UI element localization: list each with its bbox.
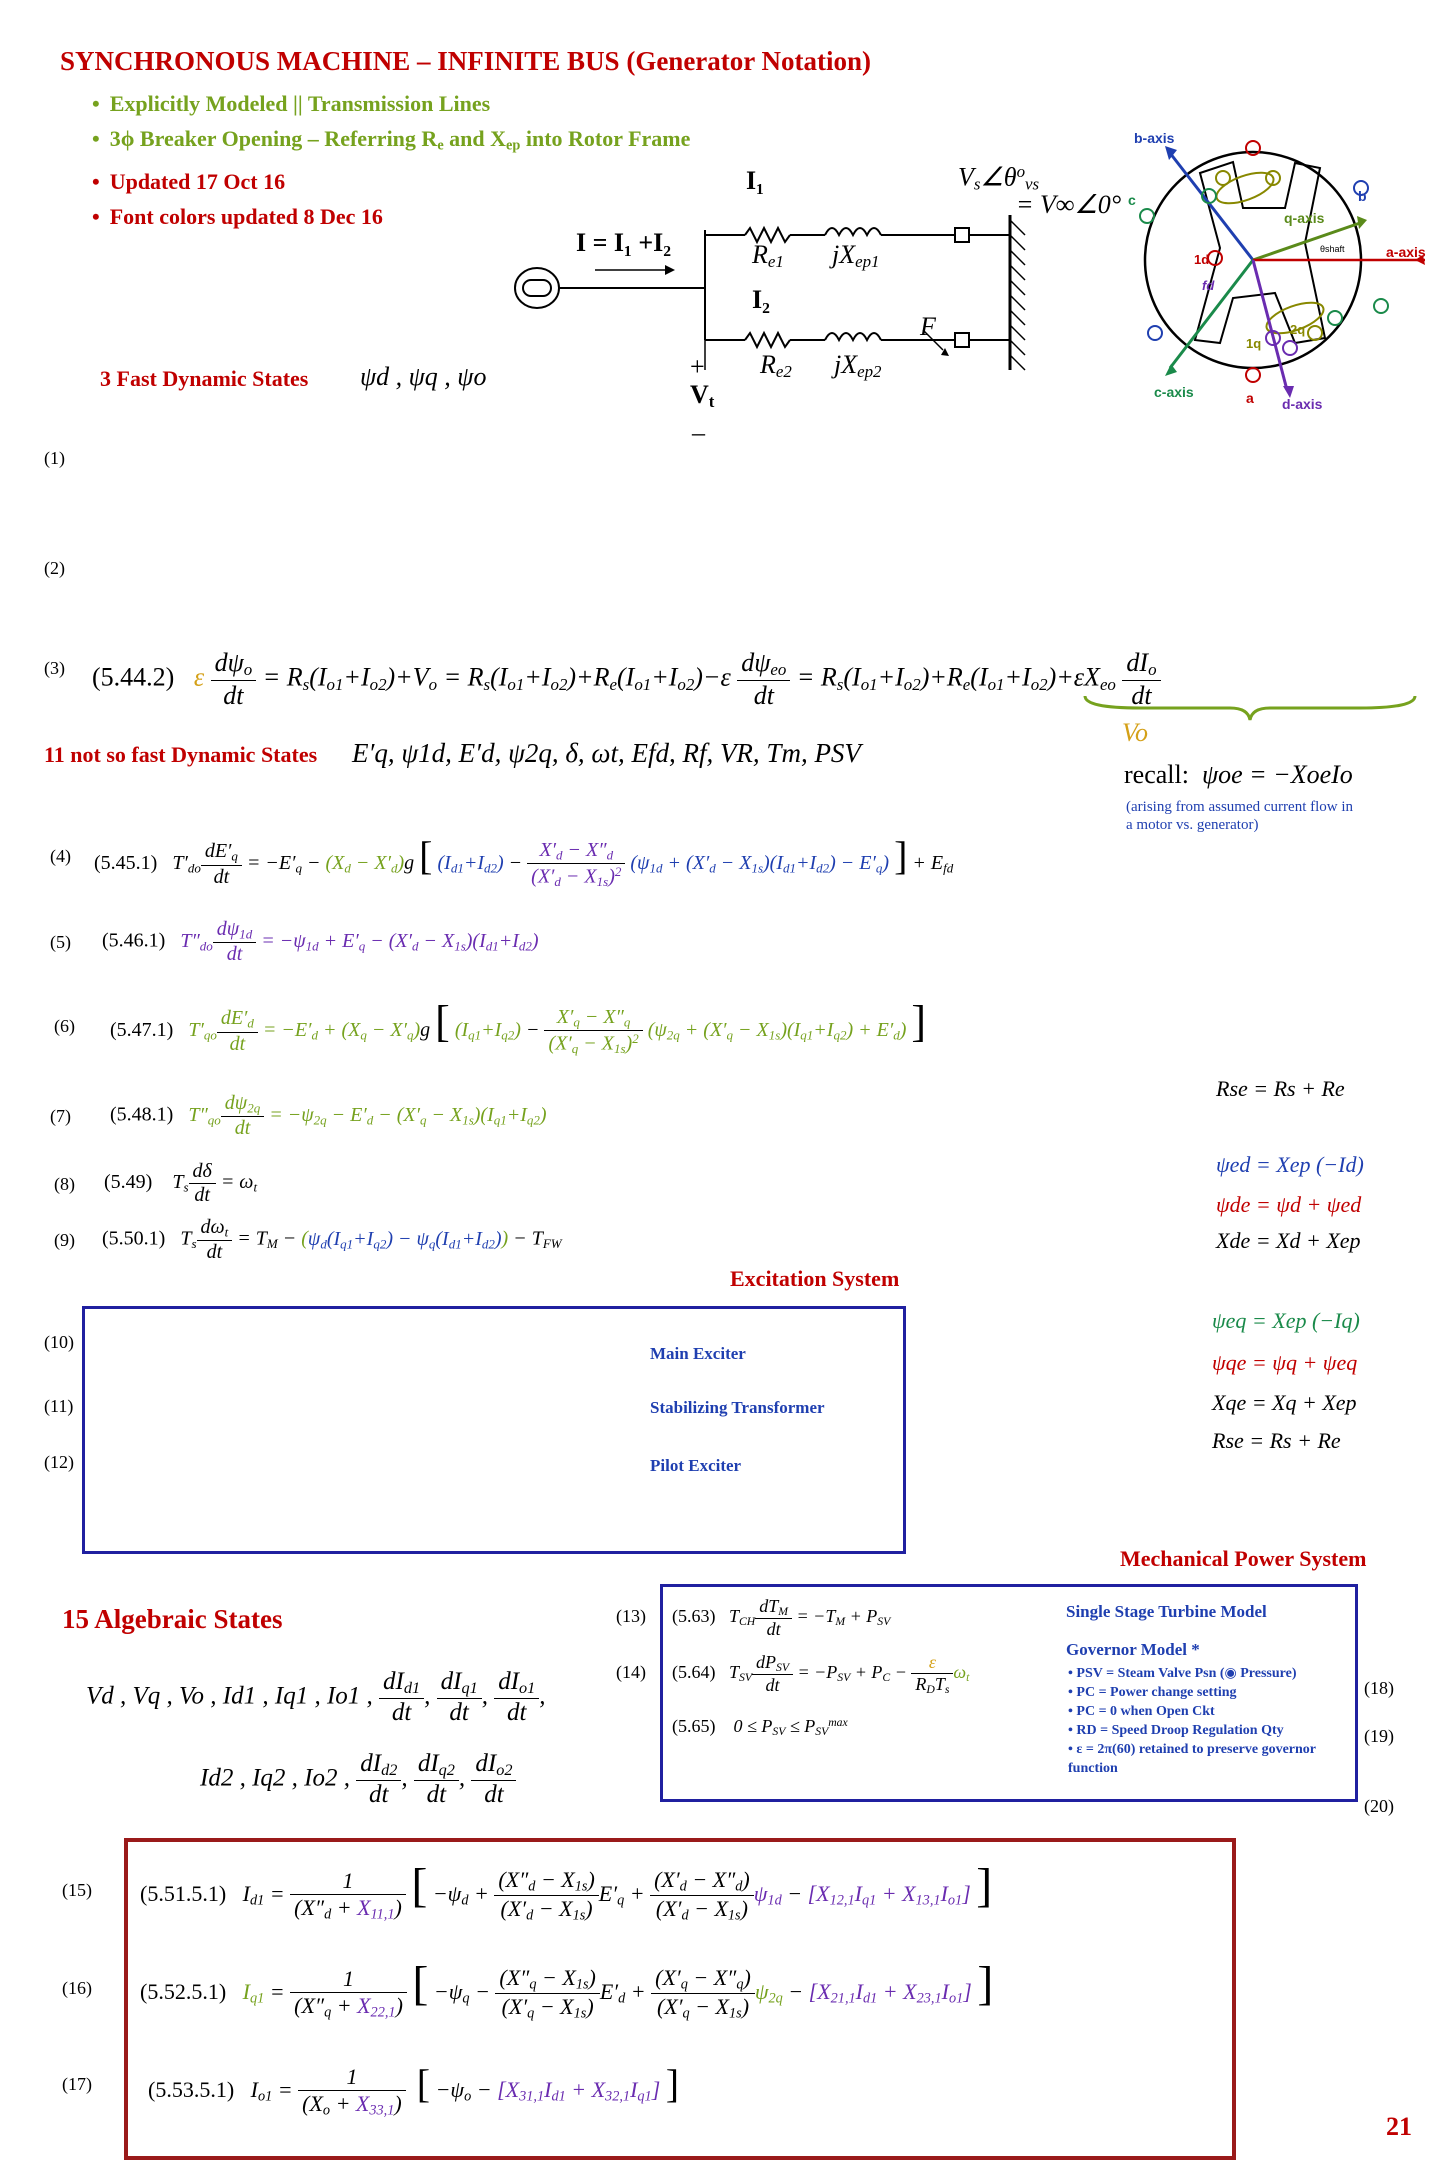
eq-number: (8) — [54, 1174, 75, 1194]
equation-17: (5.53.5.1) $I_{o1}$ = $\frac{1}{(X_o + X_{33,1})}$ [ $-\psi_o - [X_{31,1}I_{d1} + X_{32,1}I_{q1}]$ ] — [148, 2061, 680, 2119]
recall-note: (arising from assumed current flow in a motor vs. generator) — [1126, 799, 1354, 833]
eq-number: (4) — [50, 846, 71, 866]
equation-8: (5.49) $T_s$ $\frac{d\delta}{dt}$ = $\omega_t$ — [104, 1160, 258, 1206]
jxep1-label: $jX_{ep1}$ — [832, 240, 880, 272]
eq-number: (18) — [1364, 1678, 1394, 1698]
d-axis-label: d-axis — [1282, 396, 1323, 412]
governor-list — [1068, 1664, 1348, 1778]
jxep2-label: $jX_{ep2}$ — [834, 350, 882, 382]
eq-number: (13) — [616, 1606, 646, 1626]
turbine-label: Single Stage Turbine Model — [1066, 1602, 1267, 1621]
q-axis-label: q-axis — [1284, 210, 1325, 226]
a-axis-label: a-axis — [1386, 244, 1426, 260]
algebraic-states-line-2: Id2 , Iq2 , Io2 , $\frac{dI_{d2}}{dt}$ , $\frac{dI_{q2}}{dt}$ , $\frac{dI_{o2}}{dt}$ — [200, 1750, 516, 1809]
plus-sign: + — [690, 352, 705, 381]
page-title: SYNCHRONOUS MACHINE – INFINITE BUS (Generator Notation) — [60, 46, 872, 76]
fault-label: F — [920, 312, 936, 341]
equation-15-limit: (5.65) $0 \le P_{SV} \le P_{SV}^{max}$ — [672, 1716, 848, 1738]
mechanical-heading: Mechanical Power System — [1120, 1546, 1367, 1571]
bullet-item: • Explicitly Modeled || Transmission Lines — [92, 86, 690, 121]
equation-13: (5.63) $T_{CH}$ $\frac{dT_M}{dt}$ = $-T_M + P_{SV}$ — [672, 1596, 891, 1639]
eq-number: (2) — [44, 558, 65, 578]
equation-3: (5.44.2) ε $\frac{d\psi_o}{dt}$ = $R_s(I_{o1}+I_{o2})+V_o = R_s(I_{o1}+I_{o2})+R_e(I_{o1}+I_{o2})-\varepsilon$ $\frac{d\psi_{eo}}{dt}$ = $R_s(I_{o1}+I_{o2})+R_e(I_{o1}+I_{o2})+\varepsilon X_{eo}$ $\frac{dI_o}{dt}$ — [92, 648, 1161, 711]
excitation-heading: Excitation System — [730, 1266, 900, 1291]
b-axis-label: b-axis — [1134, 130, 1175, 146]
winding-2q-label: 2q — [1290, 322, 1306, 337]
machine-diagram — [1125, 128, 1425, 418]
governor-item: • RD = Speed Droop Regulation Qty — [1068, 1721, 1348, 1740]
excitation-box — [82, 1306, 906, 1554]
vo-label: Vo — [1122, 718, 1148, 747]
vinf-label: = V∞∠0° — [1016, 190, 1122, 219]
equation-4: (5.45.1) $T'_{do}$ $\frac{dE'_q}{dt}$ = $-E'_q - (X_d - X'_d)g$ [ $(I_{d1}+I_{d2})$ − $\frac{X'_d - X''_d}{(X'_d - X_{1s})^2}$ $(\psi_{1d} + (X'_d - X_{1s})(I_{d1}+I_{d2}) - E'_q)$ ] + $E_{fd}$ — [94, 833, 954, 889]
stabilizing-transformer-label: Stabilizing Transformer — [650, 1398, 825, 1417]
re2-label: $R_{e2}$ — [760, 350, 792, 382]
main-exciter-label: Main Exciter — [650, 1344, 746, 1363]
slow-states-heading: 11 not so fast Dynamic States — [44, 742, 318, 767]
winding-1d-label: 1d — [1194, 252, 1210, 267]
eq-number: (20) — [1364, 1796, 1394, 1816]
eq-number: (1) — [44, 448, 65, 468]
eq-number: (6) — [54, 1016, 75, 1036]
eq-number: (10) — [44, 1332, 74, 1352]
minus-sign: – — [692, 418, 705, 447]
governor-label: Governor Model * — [1066, 1640, 1200, 1659]
fast-states-heading: 3 Fast Dynamic States — [100, 366, 309, 391]
vs-label: $V_s\angle\theta^o_{vs}$ — [958, 162, 1040, 194]
equation-9: (5.50.1) $T_s$ $\frac{d\omega_t}{dt}$ = $T_M - (\psi_d(I_{q1}+I_{q2}) - \psi_q(I_{d1}+I_{d2})) - T_{FW}$ — [102, 1216, 562, 1264]
equation-7: (5.48.1) $T''_{qo}$ $\frac{d\psi_{2q}}{dt}$ = $-\psi_{2q} - E'_d - (X'_q - X_{1s})(I_{q1}+I_{q2})$ — [110, 1092, 547, 1140]
re1-label: $R_{e1}$ — [752, 240, 784, 272]
side-eq-rse-2: Rse = Rs + Re — [1212, 1428, 1341, 1453]
slow-states-list: E′q, ψ1d, E′d, ψ2q, δ, ωt, Efd, Rf, VR, Tm, PSV — [352, 738, 861, 768]
phase-a-label: a — [1246, 390, 1254, 406]
i1-label: I₁ — [746, 166, 764, 195]
current-label: I = I₁ +I₂ — [576, 228, 672, 257]
eq-number: (9) — [54, 1230, 75, 1250]
winding-1q-label: 1q — [1246, 336, 1262, 351]
governor-item: • PC = 0 when Open Ckt — [1068, 1702, 1348, 1721]
vt-label: $V_t$ — [690, 380, 715, 412]
bullet-item: • 3ϕ Breaker Opening – Referring $R_e$ and $X_{ep}$ into Rotor Frame — [92, 121, 690, 164]
eq-number: (19) — [1364, 1726, 1394, 1746]
equation-14: (5.64) $T_{SV}$ $\frac{dP_{SV}}{dt}$ = $-P_{SV} + P_C$ − $\frac{\varepsilon}{R_DT_s}$ $\omega_t$ — [672, 1652, 970, 1696]
recall-equation: recall: ψoe = −XoeIo — [1124, 760, 1353, 789]
eq-number: (11) — [44, 1396, 74, 1416]
phase-b-label: b — [1358, 188, 1367, 204]
equation-6: (5.47.1) $T'_{qo}$ $\frac{dE'_d}{dt}$ = $-E'_d + (X_q - X'_q)g$ [ $(I_{q1}+I_{q2})$ − $\frac{X'_q - X''_q}{(X'_q - X_{1s})^2}$ $(\psi_{2q} + (X'_q - X_{1s})(I_{q1}+I_{q2}) + E'_d)$ ] — [110, 997, 927, 1056]
bullet-item: • Updated 17 Oct 16 — [92, 164, 690, 199]
eq-number: (16) — [62, 1978, 92, 1998]
eq-number: (15) — [62, 1880, 92, 1900]
eq-number: (3) — [44, 658, 65, 678]
c-axis-label: c-axis — [1154, 384, 1194, 400]
equation-5: (5.46.1) $T''_{do}$ $\frac{d\psi_{1d}}{dt}$ = $-\psi_{1d} + E'_q - (X'_d - X_{1s})(I_{d1}+I_{d2})$ — [102, 918, 539, 966]
theta-label: θshaft — [1320, 244, 1345, 254]
eq-number: (12) — [44, 1452, 74, 1472]
side-eq-psi-de: ψde = ψd + ψed — [1216, 1192, 1362, 1217]
i2-label: I₂ — [752, 285, 770, 314]
fast-states-list: ψd , ψq , ψo — [360, 362, 487, 391]
eq-number: (14) — [616, 1662, 646, 1682]
side-eq-psi-ed: ψed = Xep (−Id) — [1216, 1152, 1364, 1177]
side-eq-psi-eq: ψeq = Xep (−Iq) — [1212, 1308, 1360, 1333]
side-eq-psi-qe: ψqe = ψq + ψeq — [1212, 1350, 1358, 1375]
governor-item: • ε = 2π(60) retained to preserve governor function — [1068, 1740, 1348, 1778]
side-eq-rse: Rse = Rs + Re — [1216, 1076, 1345, 1101]
winding-fd-label: fd — [1202, 278, 1215, 293]
eq-number: (5) — [50, 932, 71, 952]
equation-16: (5.52.5.1) $I_{q1}$ = $\frac{1}{(X''_q + X_{22,1})}$ [ $-\psi_q$ − $\frac{(X''_q - X_{1s})}{(X'_q - X_{1s})}$ $E'_d$ + $\frac{(X'_q - X''_q)}{(X'_q - X_{1s})}$ $\psi_{2q} - [X_{21,1}I_{d1} + X_{23,1}I_{o1}]$ ] — [140, 1957, 994, 2023]
side-eq-xqe: Xqe = Xq + Xep — [1212, 1390, 1357, 1415]
governor-item: • PC = Power change setting — [1068, 1683, 1348, 1702]
algebraic-states-line-1: Vd , Vq , Vo , Id1 , Iq1 , Io1 , $\frac{dI_{d1}}{dt}$ , $\frac{dI_{q1}}{dt}$ , $\frac{dI_{o1}}{dt}$ , — [86, 1668, 546, 1727]
governor-item: • PSV = Steam Valve Psn (◉ Pressure) — [1068, 1664, 1348, 1683]
page-number: 21 — [1386, 2112, 1412, 2141]
algebraic-heading: 15 Algebraic States — [62, 1604, 283, 1634]
eq-number: (17) — [62, 2074, 92, 2094]
phase-c-label: c — [1128, 192, 1136, 208]
pilot-exciter-label: Pilot Exciter — [650, 1456, 742, 1475]
eq-number: (7) — [50, 1106, 71, 1126]
equation-15: (5.51.5.1) $I_{d1}$ = $\frac{1}{(X''_d + X_{11,1})}$ [ $-\psi_d$ + $\frac{(X''_d - X_{1s})}{(X'_d - X_{1s})}$ $E'_q$ + $\frac{(X'_d - X''_d)}{(X'_d - X_{1s})}$ $\psi_{1d} - [X_{12,1}I_{q1} + X_{13,1}I_{o1}]$ ] — [140, 1859, 993, 1925]
side-eq-xde: Xde = Xd + Xep — [1216, 1228, 1361, 1253]
bullet-item: • Font colors updated 8 Dec 16 — [92, 199, 690, 234]
